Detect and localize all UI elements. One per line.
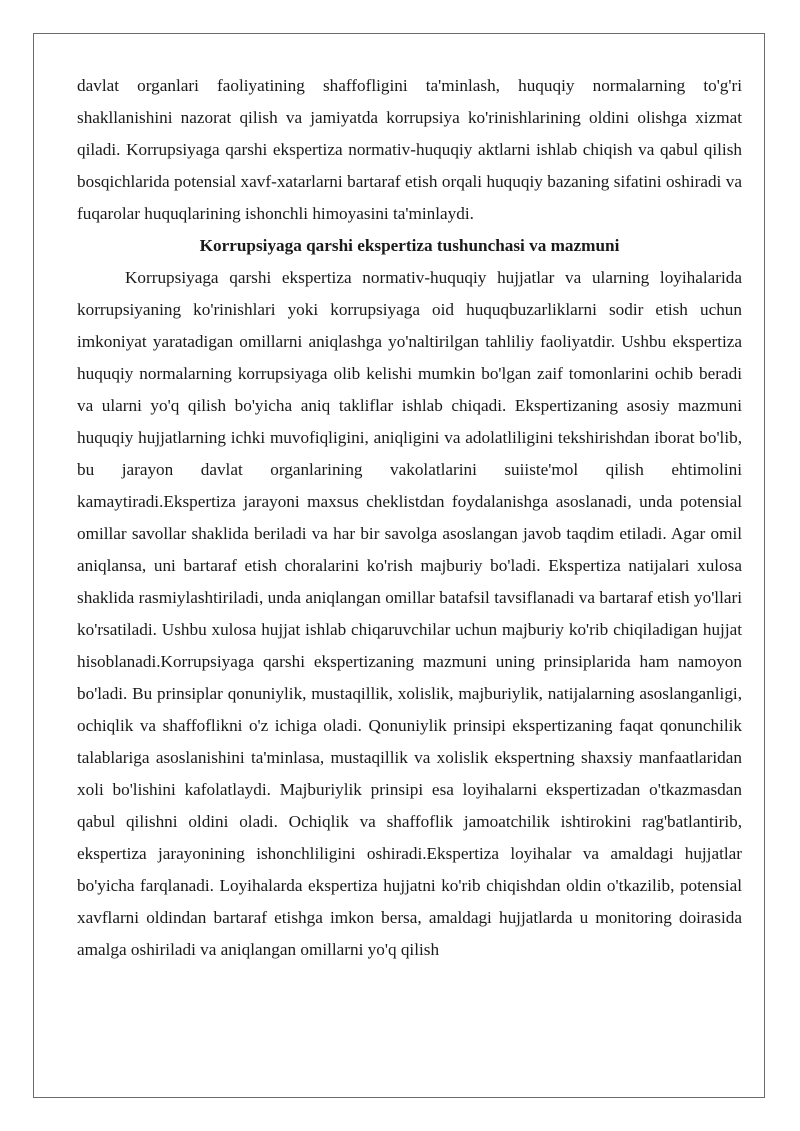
document-body bbox=[77, 70, 742, 966]
section-heading: Korrupsiyaga qarshi ekspertiza tushunchasi va mazmuni bbox=[199, 236, 620, 255]
intro-paragraph: davlat organlari faoliyatining shaffofligini ta'minlash, huquqiy normalarning to'g'ri shakllanishini nazorat qilish va jamiyatda korrupsiya ko'rinishlarining oldini olishga xizmat qiladi. Korrupsiyaga qarshi ekspertiza normativ-huquqiy aktlarni ishlab chiqish va qabul qilish bosqichlarida potensial xavf-xatarlarni bartaraf etish orqali huquqiy bazaning sifatini oshiradi va fuqarolar huquqlarining ishonchli himoyasini ta'minlaydi. bbox=[77, 76, 742, 223]
body-paragraph: Korrupsiyaga qarshi ekspertiza normativ-huquqiy hujjatlar va ularning loyihalarida korrupsiyaning ko'rinishlari yoki korrupsiyaga oid huquqbuzarliklarni sodir etish uchun imkoniyat yaratadigan omillarni aniqlashga yo'naltirilgan tahliliy faoliyatdir. Ushbu ekspertiza huquqiy normalarning korrupsiyaga olib kelishi mumkin bo'lgan zaif tomonlarini ochib beradi va ularni yo'q qilish bo'yicha aniq takliflar ishlab chiqadi. Ekspertizaning asosiy mazmuni huquqiy hujjatlarning ichki muvofiqligini, aniqligini va adolatliligini tekshirishdan iborat bo'lib, bu jarayon davlat organlarining vakolatlarini suiiste'mol qilish ehtimolini kamaytiradi.Ekspertiza jarayoni maxsus cheklistdan foydalanishga asoslanadi, unda potensial omillar savollar shaklida beriladi va har bir savolga asoslangan javob taqdim etiladi. Agar omil aniqlansa, uni bartaraf etish choralarini ko'rish majburiy bo'ladi. Ekspertiza natijalari xulosa shaklida rasmiylashtiriladi, unda aniqlangan omillar batafsil tavsiflanadi va bartaraf etish yo'llari ko'rsatiladi. Ushbu xulosa hujjat ishlab chiqaruvchilar uchun majburiy ko'rib chiqiladigan hujjat hisoblanadi.Korrupsiyaga qarshi ekspertizaning mazmuni uning prinsiplarida ham namoyon bo'ladi. Bu prinsiplar qonuniylik, mustaqillik, xolislik, majburiylik, natijalarning asoslanganligi, ochiqlik va shaffoflikni o'z ichiga oladi. Qonuniylik prinsipi ekspertizaning faqat qonunchilik talablariga asoslanishini ta'minlasa, mustaqillik va xolislik ekspertning shaxsiy manfaatlaridan xoli bo'lishini kafolatlaydi. Majburiylik prinsipi esa loyihalarni ekspertizadan o'tkazmasdan qabul qilishni oldini oladi. Ochiqlik va shaffoflik jamoatchilik ishtirokini rag'batlantirib, ekspertiza jarayonining ishonchliligini oshiradi.Ekspertiza loyihalar va amaldagi hujjatlar bo'yicha farqlanadi. Loyihalarda ekspertiza hujjatni ko'rib chiqishdan oldin o'tkazilib, potensial xavflarni oldindan bartaraf etishga imkon bersa, amaldagi hujjatlarda u monitoring doirasida amalga oshiriladi va aniqlangan omillarni yo'q qilish bbox=[77, 268, 742, 959]
